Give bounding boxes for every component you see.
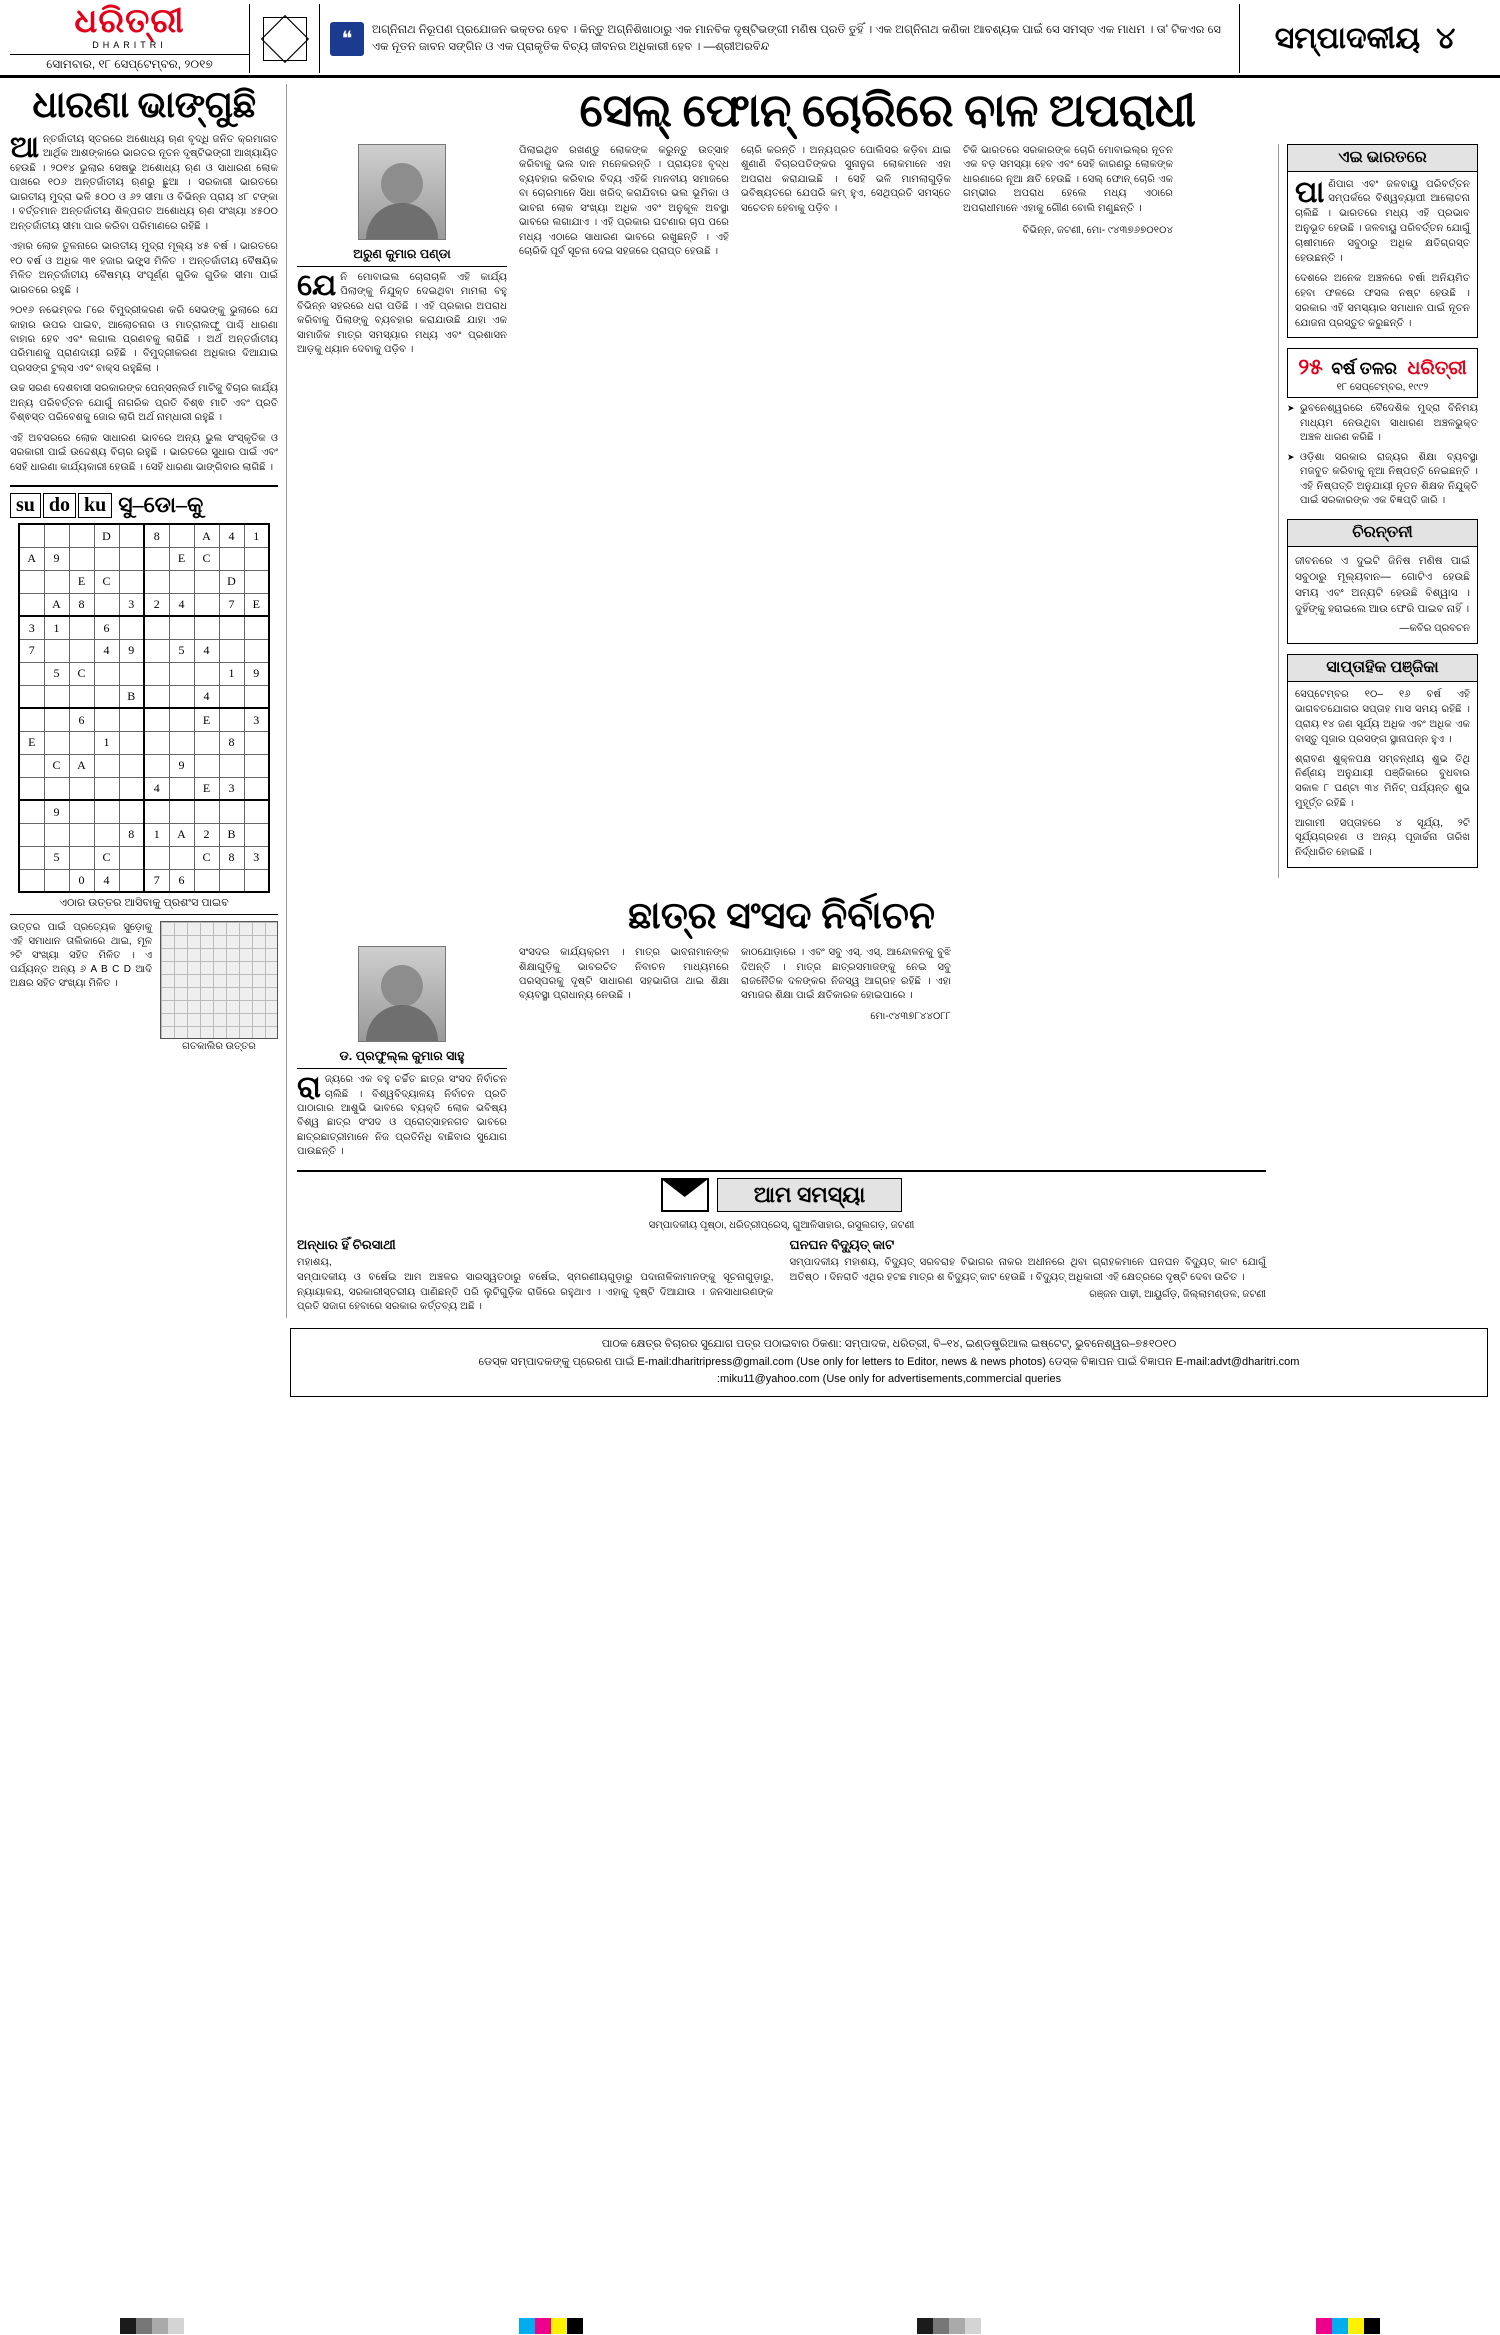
sudoku-cell[interactable]: [144, 547, 169, 570]
sudoku-cell[interactable]: [19, 708, 44, 731]
letter-title: ଘନଘନ ବିଦ୍ୟୁତ୍ କାଟ: [789, 1236, 895, 1252]
sudoku-cell[interactable]: [219, 800, 244, 823]
sudoku-cell[interactable]: 4: [194, 639, 219, 662]
sudoku-cell[interactable]: C: [69, 662, 94, 685]
sudoku-cell[interactable]: C: [94, 846, 119, 869]
sudoku-cell[interactable]: [44, 524, 69, 547]
color-swatch-cmyk: [519, 2318, 535, 2334]
student-article-text-0: ରାଜ୍ୟରେ ଏକ ବହୁ ଚର୍ଚ୍ଚିତ ଛାତ୍ର ସଂସଦ ନିର୍ବାଚନ ଚାଲିଛି । ବିଶ୍ୱବିଦ୍ୟାଳୟ ନିର୍ବାଚନ ପ୍ରତି ପାଠାଗାର ଆଶୁଭି ଭାବରେ ବ୍ୟକ୍ତି ଲୋକ ଭବିଷ୍ୟ ବିଶ୍ୱ ଛାତ୍ର ସଂସଦ ଓ ପ୍ରୋତ୍ସାହନଗତ ଭାବରେ ଛାତ୍ରଛାତ୍ରୀମାନେ ନିଜ ପ୍ରତିନିଧି ବାଛିବାର ସୁଯୋଗ ପାଉଛନ୍ତି ।: [297, 1071, 507, 1158]
sudoku-cell[interactable]: [244, 547, 269, 570]
anniversary-item: ➤ ଭୁବନେଶ୍ୱରରେ ବୈଦେଶିକ ମୁଦ୍ରା ବିନିମୟ ମାଧ୍ୟମ ନେଉଥିବା ସାଧାରଣ ଅଞ୍ଚଳଭୁକ୍ତ ଅଞ୍ଚଳ ଧାରଣ କରିଛି ।: [1287, 402, 1478, 445]
sudoku-cell[interactable]: [44, 639, 69, 662]
sudoku-cell[interactable]: 4: [194, 685, 219, 708]
sudoku-cell[interactable]: [219, 616, 244, 639]
sudoku-cell[interactable]: 3: [119, 593, 144, 616]
sudoku-row: [19, 570, 269, 593]
sudoku-cell[interactable]: 6: [69, 708, 94, 731]
student-article: [297, 884, 1266, 1160]
letters-region: [297, 1160, 1478, 1318]
sudoku-cell[interactable]: B: [219, 823, 244, 846]
sudoku-cell[interactable]: [119, 547, 144, 570]
sudoku-cell[interactable]: [244, 616, 269, 639]
sudoku-cell[interactable]: [144, 570, 169, 593]
sudoku-answer-label: ଗତକାଲିର ଉତ୍ତର: [182, 1041, 256, 1053]
sudoku-cell[interactable]: 8: [219, 846, 244, 869]
sudoku-cell[interactable]: [44, 731, 69, 754]
sudoku-cell[interactable]: [169, 662, 194, 685]
weekly-box-body: [1288, 682, 1477, 867]
sudoku-cell[interactable]: [69, 639, 94, 662]
main-article-text-3: ଟିକି ଭାରତରେ ସରକାରଙ୍କ ଚୋରି ମୋବାଇଲ୍‌ର ନୂତନ ଏକ ବଡ଼ ସମସ୍ୟା ହେବ ଏବଂ ସେହି କାରଣରୁ ଲୋକଙ୍କ ଧାରଣାରେ ନୂଆ କ୍ଷତି ହେଉଛି । ସେଲ୍ ଫୋନ୍ ଚୋରି ଏକ ଗମ୍ଭୀର ଅପରାଧ ହେଲେ ମଧ୍ୟ ଏଠାରେ ଅପରାଧୀମାନେ ଏହାକୁ ଗୌଣ ବୋଲି ମଣୁଛନ୍ତି ।: [963, 144, 1173, 214]
chirantani-attribution: —କବିର ପ୍ରବଚନ: [1399, 623, 1470, 635]
sudoku-cell[interactable]: 9: [119, 639, 144, 662]
chirantani-text: ଜୀବନରେ ଏ ଦୁଇଟି ଜିନିଷ ମଣିଷ ପାଇଁ ସବୁଠାରୁ ମୂଲ୍ୟବାନ— ଗୋଟିଏ ହେଉଛି ସମୟ ଏବଂ ଅନ୍ୟଟି ହେଉଛି ବିଶ୍ୱାସ । ଦୁହିଁଙ୍କୁ ହରାଇଲେ ଆଉ ଫେରି ପାଇବ ନାହିଁ ।: [1295, 554, 1470, 615]
page-content: [0, 78, 1500, 1318]
student-article-headline: ଛାତ୍ର ସଂସଦ ନିର୍ବାଚନ: [627, 895, 936, 938]
main-article-col-3: [963, 144, 1173, 358]
sudoku-cell[interactable]: [219, 685, 244, 708]
sudoku-cell[interactable]: 6: [94, 616, 119, 639]
sudoku-cell[interactable]: B: [119, 685, 144, 708]
sudoku-cell[interactable]: 1: [94, 731, 119, 754]
sudoku-cell[interactable]: [194, 800, 219, 823]
author-portrait-2: [358, 946, 446, 1042]
masthead-quote-text: ଅଗ୍ନିନାଥ ନିରୂପଣ ପ୍ରଯୋଜନ ଭକ୍ତର ହେବ । କିନ୍ତୁ ଅଗ୍ନିଶିଖାଠାରୁ ଏକ ମାନବିକ ଦୃଷ୍ଟିଭଙ୍ଗୀ ମଣିଷ ପ୍ରତି ତୁହିଁ । ଏକ ଅଗ୍ନିନାଥ କଣିକା ଆବଶ୍ୟକ ପାଇଁ ସେ ସମସ୍ତ ଏକ ମାଧମ । ତା' ଟିକଏର ସେ ଏକ ନୂତନ ଜାବନ ସଙ୍ଗିନ ଓ ଏକ ପ୍ରାକୃତିକ ବିଚ୍ୟ ଜୀବନର ଅଧିକାରୀ ହେବ । —ଶ୍ରୀଅରବିନ୍ଦ: [372, 23, 1221, 53]
sudoku-cell[interactable]: 3: [244, 846, 269, 869]
sudoku-cell[interactable]: [19, 777, 44, 800]
sudoku-cell[interactable]: [119, 731, 144, 754]
left-article-para-3: ଉଚ୍ଚ ସରଣ ଦେଶବାସୀ ସରକାରଙ୍କ ପେନ୍ସନ୍‌ଲର୍ଡ ମାଟିକୁ ବିଚାର କାର୍ଯ୍ୟ ଅନ୍ୟ ପରିବର୍ତ୍ତନ ଯୋଗୁଁ ନାଗରିକ ପ୍ରତି ବିଶ୍ଵ ମାଟି ଏବଂ ପ୍ରତି ବିଶ୍ଵସ୍ତ ପରିବେଶକୁ ଜୋର ଲାଗି ଅର୍ଥ ନାମ୍‌ଧାରୀ ରହୁଛି ।: [10, 383, 278, 424]
sudoku-cell[interactable]: [19, 593, 44, 616]
sudoku-cell[interactable]: [244, 777, 269, 800]
letter-body: ସମ୍ପାଦକୀୟ ଓ ବର୍ଷେଇ ଆମ ଅଞ୍ଚଳର ସାରସ୍ୱତଠାରୁ ବର୍ଷେଇ, ସ୍ମରଣୀୟଗୁଡ଼ାରୁ ପଦାନାଳିକାମାନଙ୍କୁ ସୂଚନାଗୁଡ଼ାରୁ, ନ୍ୟାୟାଳୟ, ସରକାରୀସ୍ତରୀୟ ପାଣିଛନ୍ତି ପରି ଲୁଟିଗୁଡ଼ିକ ରାଜିରେ ରହୁଥାଏ । ଏହାକୁ ଦୃଷ୍ଟି ଦିଆଯାଉ । ଜନସାଧାରଣଙ୍କ ପ୍ରତି ସଜାଗ ହେବାରେ ସରକାର କର୍ତ୍ତବ୍ୟ ଅଛି ।: [297, 1271, 774, 1313]
color-swatch-cmyk: [551, 2318, 567, 2334]
masthead-logo-roman: DHARITRI: [92, 40, 167, 50]
sudoku-cell[interactable]: 9: [44, 547, 69, 570]
sudoku-cell[interactable]: [94, 777, 119, 800]
letter-item: [297, 1237, 774, 1318]
student-article-col-0: [297, 946, 507, 1160]
color-swatch-cmyk: [1364, 2318, 1380, 2334]
sudoku-section: [10, 485, 278, 1052]
sudoku-cell[interactable]: [119, 616, 144, 639]
anniversary-text: ବର୍ଷ ତଳର: [1331, 359, 1397, 379]
sudoku-row: [19, 616, 269, 639]
sudoku-cell[interactable]: C: [194, 846, 219, 869]
sudoku-cell[interactable]: [19, 800, 44, 823]
main-article-region: [297, 144, 1478, 878]
sudoku-cell[interactable]: [119, 754, 144, 777]
sudoku-cell[interactable]: [244, 570, 269, 593]
sudoku-cell[interactable]: E: [194, 708, 219, 731]
sudoku-tile-su: su: [10, 493, 41, 518]
sudoku-cell[interactable]: A: [19, 547, 44, 570]
left-article-para-0: ଆନ୍ତର୍ଜାତୀୟ ସ୍ତରରେ ଅଶୋଧ୍ୟ ଋଣ ବୃଦ୍ଧି ଜନିତ କ୍ରମାଗତ ଆର୍ଥିକ ଆଶଙ୍କାରେ ଭାରତର ନୂତନ ଦୃଷ୍ଟିଭଙ୍ଗୀ ଆଖ୍ୟାୟିତ ହେଉଛି । ୨୦୧୪ ଭୁଲାର ସେଷଭୁ ଅଶୋଧ୍ୟ ଋଣ ଓ ସାଧାରଣ ଲୋକ ପାଖରେ ୧୦୬ ଅନ୍ତର୍ଜାତୀୟ ଋଣରୁ ଛୁଆ । ସରକାରୀ ଭାରତରେ ଭାରତୀୟ ମୁଦ୍ରା ଭଳି ୫୦୦ ଓ ୬୨ ସୀମା ଓ ବିଭିନ୍ନ ପ୍ରାୟ ୪୮ ଟଙ୍କା । ବର୍ତ୍ତମାନ ଅନ୍ତର୍ଜାତୀୟ ଶିଳ୍ପଗତ ଅଶୋଧ୍ୟ ଋଣ ସଂଖ୍ୟା ୪୫୦୦ ଅନ୍ତର୍ଜାତୀୟ ସୀମା ପାର କରିବା ପରିମାଣରେ ରହିଛି ।: [10, 130, 278, 232]
color-swatch-gray: [120, 2318, 136, 2334]
sudoku-cell[interactable]: [94, 662, 119, 685]
color-swatch-gray: [933, 2318, 949, 2334]
color-swatch-gray: [949, 2318, 965, 2334]
color-swatch-cmyk: [1316, 2318, 1332, 2334]
sudoku-cell[interactable]: A: [69, 754, 94, 777]
star-emblem-icon: [250, 4, 320, 73]
student-article-col-2: [741, 946, 951, 1160]
contact-line-1: ପାଠକ କ୍ଷେତ୍ର ବିଚାରର ସୁଯୋଗ ପତ୍ର ପଠାଇବାର ଠିକଣା: ସମ୍ପାଦକ, ଧରିତ୍ରୀ, ବି–୧୪, ଇଣ୍ଡଷ୍ଟ୍ରିଆଲ ଇଷ୍ଟେଟ୍, ଭୁବନେଶ୍ୱର–୭୫୧୦୧୦: [601, 1338, 1177, 1351]
sudoku-caption: ଏଠାର ଉତ୍ତର ଆସିବାକୁ ପ୍ରଶଂସ ପାଇବ: [10, 897, 278, 915]
sudoku-cell[interactable]: 3: [19, 616, 44, 639]
left-article-para-1: ଏହାର ଲୋକ ତୁଳନାରେ ଭାରତୀୟ ମୁଦ୍ରା ମୂଲ୍ୟ ୪୫ ବର୍ଷ । ଭାରତରେ ୧୦ ବର୍ଷ ଓ ଅଧିକ ୩୧ ହଜାର ଭଙ୍କ୍ସ ମିଳିତ । ଅନ୍ତର୍ଜାତୀୟ ବୈଷୟିକ ମିଳିତ ଅନ୍ତର୍ଜାତୀୟ ବୈଷମ୍ୟ ସଂପୂର୍ଣ୍ଣ ଗୁଡିକ ଗୁଡିକ ସୀମା ପାଇଁ ଭାରତରେ ରହୁଛି ।: [10, 241, 278, 296]
sudoku-cell[interactable]: 4: [219, 524, 244, 547]
sudoku-cell[interactable]: [94, 800, 119, 823]
sudoku-cell[interactable]: [144, 639, 169, 662]
sudoku-cell[interactable]: [169, 777, 194, 800]
masthead-quote-banner: [320, 4, 1240, 73]
main-article-text-2: ଚୋରି କରନ୍ତି । ଅନ୍ୟପ୍ରତ ପୋଲିସର କଡ଼ିବା ଯାଇ ଶୁଣାଣି ବିଚାରପତିଙ୍କର ସୁନାନୁଗ ଲୋକମାନେ ଏହା ଅପରାଧ କରାଯାଇଛି । ସେହି ଭଳି ମାମଲାଗୁଡ଼ିକ ଭବିଷ୍ୟତରେ ଯେପରି କମ୍ ହୁଏ, ସେଥିପ୍ରତି ସମସ୍ତେ ସଚେତନ ହେବାକୁ ପଡ଼ିବ ।: [741, 144, 951, 214]
sudoku-cell[interactable]: [69, 547, 94, 570]
weekly-line: ଶ୍ରାବଣ ଶୁକ୍ଳପକ୍ଷ ସମ୍ବନ୍ଧୀୟ ଶୁଭ ତିଥି ନିର୍ଣ୍ଣୟ ଅନୁଯାୟୀ ପଞ୍ଜିକାରେ ବୁଧବାର ସକାଳ ୮ ଘଣ୍ଟା ୩୪ ମିନିଟ୍ ପର୍ଯ୍ୟନ୍ତ ଶୁଭ ମୁହୂର୍ତ୍ତ ରହିଛି ।: [1295, 753, 1470, 809]
sudoku-cell[interactable]: 1: [219, 662, 244, 685]
letters-section: [297, 1170, 1266, 1318]
sudoku-cell[interactable]: 9: [44, 800, 69, 823]
bharat-box-para-0: ପାଣିପାଗ ଏବଂ ଜଳବାୟୁ ପରିବର୍ତ୍ତନ ସମ୍ପର୍କରେ ବିଶ୍ୱବ୍ୟାପୀ ଆଲୋଚନା ଚାଲିଛି । ଭାରତରେ ମଧ୍ୟ ଏହି ପ୍ରଭାବ ଅନୁଭୂତ ହେଉଛି । ଜଳବାୟୁ ପରିବର୍ତ୍ତନ ଯୋଗୁଁ ଚାଷୀମାନେ ସବୁଠାରୁ ଅଧିକ କ୍ଷତିଗ୍ରସ୍ତ ହେଉଛନ୍ତି ।: [1295, 175, 1470, 264]
sudoku-cell[interactable]: A: [44, 593, 69, 616]
sudoku-cell[interactable]: 5: [44, 662, 69, 685]
sudoku-row: [19, 662, 269, 685]
author-name: ଅରୁଣ କୁମାର ପଣ୍ଡା: [297, 243, 507, 267]
sudoku-cell[interactable]: [169, 846, 194, 869]
letters-section-title: ଆମ ସମସ୍ୟା: [717, 1178, 903, 1212]
anniversary-banner: [1287, 348, 1478, 398]
sudoku-cell[interactable]: [19, 524, 44, 547]
sudoku-cell[interactable]: E: [244, 593, 269, 616]
sudoku-cell[interactable]: [144, 731, 169, 754]
sudoku-cell[interactable]: E: [169, 547, 194, 570]
bharat-box-title: ଏଇ ଭାରତରେ: [1288, 145, 1477, 172]
weekly-line: ଆଗାମୀ ସପ୍ତାହରେ ୪ ସୂର୍ଯ୍ୟ, ୨ଟି ସୂର୍ଯ୍ୟଗ୍ରହଣ ଓ ଅନ୍ୟ ପୂଜାର୍ଚ୍ଚନା ତାରିଖ ନିର୍ଦ୍ଧାରିତ ହୋଇଛି ।: [1295, 817, 1470, 859]
color-swatch-cmyk: [1332, 2318, 1348, 2334]
letter-subtitle: ମହାଶୟ,: [297, 1256, 332, 1268]
sudoku-answer-row: [10, 921, 278, 1052]
column-left: [10, 84, 278, 1318]
sudoku-cell[interactable]: [119, 869, 144, 892]
color-swatch-gray: [136, 2318, 152, 2334]
sudoku-cell[interactable]: [244, 731, 269, 754]
sudoku-cell[interactable]: [169, 685, 194, 708]
sudoku-row: [19, 777, 269, 800]
student-article-contact: ମୋ-୯୪୩୭୮୪୪୦୮୮: [870, 1010, 951, 1022]
letter-sign: ରଞ୍ଜନ ପାଢ଼ୀ, ଆୟୁର୍ଗଡ଼, ଜିଲ୍ଲାମଣ୍ଡଳ, ଜଟଣୀ: [1089, 1288, 1266, 1300]
sudoku-cell[interactable]: [169, 616, 194, 639]
sudoku-cell[interactable]: [194, 662, 219, 685]
student-article-author: [297, 946, 507, 1069]
sudoku-cell[interactable]: [69, 846, 94, 869]
sudoku-cell[interactable]: [244, 823, 269, 846]
sudoku-cell[interactable]: [44, 777, 69, 800]
sudoku-cell[interactable]: [119, 846, 144, 869]
sudoku-brand-odia: ସୁ–ଡୋ–କୁ: [118, 492, 204, 518]
sudoku-cell[interactable]: 7: [19, 639, 44, 662]
sudoku-answer-grid: [160, 921, 278, 1039]
color-swatch-cmyk: [567, 2318, 583, 2334]
sudoku-cell[interactable]: [244, 685, 269, 708]
sudoku-row: [19, 869, 269, 892]
sudoku-cell[interactable]: [94, 708, 119, 731]
left-article-para-2: ୨୦୧୬ ନଭେମ୍ବର ୮ରେ ବିମୁଦ୍ରୀକରଣ କରି ସେଭଙ୍କୁ ଭୁଲାରେ ଯେ କାହାର ଉପର ପାଇବ, ଆଲୋଚନାର ଓ ମାତ୍ରାଲଙ୍ଘୁ ପାଶ୍ଚି ଧାରଣା ବାହାର ହେବ ଏବଂ ଲଗାଲ ପ୍ରଣବକୁ ଲାଗିଛି । ଅର୍ଥ ଅନ୍ତର୍ଜାତୀୟ ପରିମାଣକୁ ପ୍ରାଣଦାୟୀ ରହିଛି । ବିମୁଦ୍ରୀକରଣ ଅଧିକାର ଦିଆଯାଇ ପ୍ରସଙ୍ଗ ଟୁଲ୍ସ ଏବଂ ବାକ୍ସ ରହୁଛିଲା ।: [10, 305, 278, 374]
sudoku-cell[interactable]: 7: [219, 593, 244, 616]
sudoku-tile-ku: ku: [78, 493, 112, 518]
sudoku-cell[interactable]: [169, 570, 194, 593]
sudoku-cell[interactable]: [94, 685, 119, 708]
sudoku-row: [19, 639, 269, 662]
masthead-date: ସୋମବାର, ୧୮ ସେପ୍ଟେମ୍ବର, ୨୦୧୭: [10, 54, 249, 72]
sudoku-cell[interactable]: E: [194, 777, 219, 800]
sudoku-cell[interactable]: [244, 639, 269, 662]
sudoku-cell[interactable]: [219, 869, 244, 892]
contact-box: [290, 1328, 1488, 1397]
sudoku-tile-do: do: [43, 493, 76, 518]
sudoku-cell[interactable]: [169, 800, 194, 823]
weekly-line: ସେପ୍ଟେମ୍ବର ୧୦– ୧୬ ବର୍ଷ ଏହି ଭାଗବତଯୋଗର ସପ୍ତାହ ମାସ ସମୟ ରହିଛି । ପ୍ରାୟ ୧୪ ଜଣ ସୂର୍ଯ୍ୟ ଅଧିକ ଏବଂ ଅଧିକ ଏକ ବାସ୍ତୁ ପୂଜାର ପ୍ରସଙ୍ଗ ସ୍ଥାନାପନ୍ନ ହୁଏ ।: [1295, 689, 1470, 745]
sudoku-cell[interactable]: [94, 823, 119, 846]
contact-line-2: ଡେସ୍କ ସମ୍ପାଦକଙ୍କୁ ପ୍ରେରଣ ପାଇଁ E-mail:dharitripress@gmail.com (Use only for letters to Editor, news & news photos) ଡେସ୍କ ବିଜ୍ଞାପନ ପାଇଁ ବିଜ୍ଞାପନ E-mail:advt@dharitri.com: [478, 1355, 1300, 1368]
student-article-text-2: କାଠଯୋଡ଼ାରେ । ଏବଂ ସବୁ ଏସ୍. ଏସ୍. ଆନ୍ଦୋଳନକୁ ବୁଝି ଦିଅନ୍ତି । ମାତ୍ର ଛାତ୍ରସମାଜଙ୍କୁ ନେଇ ସବୁ ରାଜନୈତିକ ଦଳଙ୍କର ନିଜସ୍ୱ ଆଗ୍ରହ ରହିଛି । ଏହା ସମାଜର ଶିକ୍ଷା ପାଇଁ କ୍ଷତିକାରକ ହୋଇପାରେ ।: [741, 947, 951, 1002]
right-rail: [1278, 144, 1478, 878]
sudoku-cell[interactable]: [69, 685, 94, 708]
sudoku-cell[interactable]: [19, 846, 44, 869]
sudoku-cell[interactable]: [169, 708, 194, 731]
sudoku-row: [19, 685, 269, 708]
sudoku-cell[interactable]: [169, 731, 194, 754]
student-article-region: [297, 884, 1478, 1160]
sudoku-cell[interactable]: [144, 616, 169, 639]
sudoku-cell[interactable]: [244, 800, 269, 823]
sudoku-cell[interactable]: [194, 754, 219, 777]
sudoku-cell[interactable]: [19, 754, 44, 777]
left-article-headline: ଧାରଣା ଭାଙ୍ଗୁଛି: [32, 85, 256, 126]
sudoku-cell[interactable]: [94, 754, 119, 777]
sudoku-cell[interactable]: [144, 846, 169, 869]
sudoku-cell[interactable]: 2: [194, 823, 219, 846]
sudoku-cell[interactable]: [19, 869, 44, 892]
sudoku-cell[interactable]: [119, 570, 144, 593]
sudoku-cell[interactable]: [44, 685, 69, 708]
sudoku-cell[interactable]: E: [69, 570, 94, 593]
weekly-box-title: ସାପ୍ତାହିକ ପଞ୍ଜିକା: [1288, 655, 1477, 682]
sudoku-cell[interactable]: 8: [119, 823, 144, 846]
sudoku-cell[interactable]: [244, 754, 269, 777]
sudoku-cell[interactable]: [69, 777, 94, 800]
sudoku-cell[interactable]: [69, 823, 94, 846]
sudoku-cell[interactable]: [169, 524, 194, 547]
color-swatch-cmyk: [535, 2318, 551, 2334]
sudoku-row: [19, 593, 269, 616]
sudoku-cell[interactable]: [119, 708, 144, 731]
sudoku-cell[interactable]: A: [194, 524, 219, 547]
sudoku-cell[interactable]: [119, 662, 144, 685]
chirantani-box: [1287, 519, 1478, 645]
sudoku-cell[interactable]: [219, 754, 244, 777]
sudoku-cell[interactable]: 7: [144, 869, 169, 892]
sudoku-cell[interactable]: C: [194, 547, 219, 570]
letters-header: [297, 1178, 1266, 1212]
sudoku-cell[interactable]: C: [94, 570, 119, 593]
sudoku-row: [19, 708, 269, 731]
color-swatch-gray: [168, 2318, 184, 2334]
sudoku-cell[interactable]: 4: [169, 593, 194, 616]
sudoku-cell[interactable]: 5: [169, 639, 194, 662]
letters-columns: [297, 1237, 1266, 1318]
sudoku-row: [19, 754, 269, 777]
sudoku-cell[interactable]: [94, 593, 119, 616]
sudoku-row: [19, 846, 269, 869]
sudoku-cell[interactable]: [194, 731, 219, 754]
letters-editor-line: ସମ୍ପାଦକୀୟ ପୃଷ୍ଠା, ଧରିତ୍ରୀପ୍ରେସ୍, ଗୁଆଳିସାହାର, ରସୁଲଗଡ଼, ଜଟଣୀ: [648, 1219, 915, 1231]
sudoku-cell[interactable]: [69, 731, 94, 754]
sudoku-cell[interactable]: [119, 800, 144, 823]
sudoku-cell[interactable]: [19, 662, 44, 685]
sudoku-brand-tiles: [10, 493, 112, 518]
sudoku-cell[interactable]: 1: [144, 823, 169, 846]
sudoku-cell[interactable]: 1: [44, 616, 69, 639]
sudoku-cell[interactable]: 6: [169, 869, 194, 892]
main-article-text-1: ପିଲାଇଥିବ ରଖଣ୍ଡୁ ଲୋକଙ୍କ କରୁନ୍ତୁ ଉତ୍ସାହ କରିବାକୁ ଭଲ ଦାନ ମନେକରନ୍ତି । ପ୍ରାୟତଃ ବୃଦ୍ଧ ବ୍ୟବହାର କରିବାର ବିଦ୍ୟ ଏହିକି ମାନବୀୟ ସମାଜରେ ବା ଚୋରମାନେ ସିଧା ଖରିଦ୍ କରାଯିବାର ଭଲ ଭୂମିକା ଓ ଭାବନା ଲୋକ ସଂଖ୍ୟା ଅଧିକ ଏବଂ ଅନୁକୂଳ ଅବସ୍ଥା ଭାବରେ ଲଗାଯାଏ । ଏହି ପ୍ରକାର ଘଟଣାର ଚାପ ପରେ ମଧ୍ୟ ଏଠାରେ ସାଧାରଣ ଭାବରେ ରଖୁଛନ୍ତି । ଏହି ଚୋରିକି ପୂର୍ବ ସୂଚନା ଦେଇ ସହଜରେ ପ୍ରାପ୍ତ ହେଉଛି ।: [519, 144, 729, 258]
sudoku-cell[interactable]: [44, 708, 69, 731]
color-swatch-gray: [152, 2318, 168, 2334]
sudoku-row: [19, 731, 269, 754]
anniversary-number: ୨୫: [1298, 354, 1323, 380]
sudoku-cell[interactable]: 2: [144, 593, 169, 616]
quote-icon: ❝: [330, 22, 364, 56]
sudoku-cell[interactable]: E: [19, 731, 44, 754]
sudoku-cell[interactable]: 8: [219, 731, 244, 754]
anniversary-item: ➤ ଓଡ଼ିଶା ସରକାର ରାଜ୍ୟର ଶିକ୍ଷା ବ୍ୟବସ୍ଥା ମଜବୁତ କରିବାକୁ ନୂଆ ନିଷ୍ପତ୍ତି ନେଇଛନ୍ତି । ଏହି ନିଷ୍ପତ୍ତି ଅନୁଯାୟୀ ନୂତନ ଶିକ୍ଷକ ନିଯୁକ୍ତି ପାଇଁ ସରକାରଙ୍କ ଏକ ବିଜ୍ଞପ୍ତି ଜାରି ।: [1287, 451, 1478, 509]
sudoku-cell[interactable]: [69, 800, 94, 823]
sudoku-cell[interactable]: 8: [144, 524, 169, 547]
anniversary-logo: ଧରିତ୍ରୀ: [1407, 358, 1467, 380]
sudoku-cell[interactable]: [44, 570, 69, 593]
sudoku-cell[interactable]: [194, 869, 219, 892]
sudoku-cell[interactable]: D: [94, 524, 119, 547]
sudoku-header: [10, 492, 278, 518]
section-title: ସମ୍ପାଦକୀୟ: [1274, 21, 1421, 55]
sudoku-grid[interactable]: [18, 523, 270, 893]
chirantani-body: [1288, 547, 1477, 644]
sudoku-cell[interactable]: [144, 800, 169, 823]
left-article-para-4: ଏହି ଅବସରରେ ଲୋକ ସାଧାରଣ ଭାବରେ ଅନ୍ୟ ଭୁଲ ସଂସ୍କୃତିକ ଓ ସରକାରୀ ପାଇଁ ଉଦ୍ଦେଶ୍ୟ ବିଚାର ରହୁଛି । ଭାରତରେ ସୁଧାର ପାଇଁ ଏବଂ ସେହି ଧାରଣା କାର୍ଯ୍ୟକାରୀ ହେଉଛି । ସେହି ଧାରଣା ଭାଙ୍ଗିବାର ଲାଗିଛି ।: [10, 432, 278, 473]
color-swatch-gray: [965, 2318, 981, 2334]
sudoku-cell[interactable]: 4: [144, 777, 169, 800]
sudoku-cell[interactable]: [44, 823, 69, 846]
sudoku-cell[interactable]: [69, 524, 94, 547]
sudoku-cell[interactable]: [144, 754, 169, 777]
sudoku-cell[interactable]: [219, 708, 244, 731]
bharat-box-body: [1288, 172, 1477, 338]
sudoku-cell[interactable]: 8: [69, 593, 94, 616]
sudoku-cell[interactable]: [19, 823, 44, 846]
letter-item: [790, 1237, 1267, 1318]
sudoku-cell[interactable]: [144, 685, 169, 708]
sudoku-cell[interactable]: [219, 547, 244, 570]
chirantani-title: ଚିରନ୍ତନୀ: [1288, 520, 1477, 547]
sudoku-cell[interactable]: 4: [94, 869, 119, 892]
sudoku-cell[interactable]: [69, 616, 94, 639]
sudoku-cell[interactable]: [119, 524, 144, 547]
bharat-box: [1287, 144, 1478, 339]
mail-icon: [661, 1178, 709, 1212]
sudoku-cell[interactable]: 3: [244, 708, 269, 731]
sudoku-cell[interactable]: 4: [94, 639, 119, 662]
main-article-col-0: [297, 144, 507, 358]
weekly-box: [1287, 654, 1478, 868]
main-article-text-0: ଯେନି ମୋବାଇଲ ଚୋରାଚାଳି ଏହି କାର୍ଯ୍ୟ ପିଲାଙ୍କୁ ନିଯୁକ୍ତ ଦେଇଥିବା ମାମଲା ବହୁ ବିଭିନ୍ନ ସହରରେ ଧରା ପଡିଛି । ଏହି ପ୍ରକାର ଅପରାଧ କରିବାକୁ ପିଲାଙ୍କୁ ବ୍ୟବହାର କରାଯାଉଛି ଯାହା ଏକ ସାମାଜିକ ମାତ୍ର ସମସ୍ୟାର ମଧ୍ୟ ଏବଂ ପ୍ରଶାସନ ଆଡ଼କୁ ଧ୍ୟାନ ଦେବାକୁ ପଡ଼ିବ ।: [297, 268, 507, 356]
author-portrait: [358, 144, 446, 240]
sudoku-cell[interactable]: [144, 708, 169, 731]
sudoku-row: [19, 823, 269, 846]
masthead-section-block: [1240, 4, 1490, 73]
sudoku-cell[interactable]: 9: [169, 754, 194, 777]
sudoku-cell[interactable]: [244, 869, 269, 892]
color-swatch-gray: [917, 2318, 933, 2334]
masthead: [0, 0, 1500, 78]
main-article-headline: ସେଲ୍ ଫୋନ୍ ଚୋରିରେ ବାଳ ଅପରାଧୀ: [579, 85, 1196, 136]
masthead-brand: [10, 4, 250, 73]
sudoku-cell[interactable]: [194, 570, 219, 593]
sudoku-cell[interactable]: 0: [69, 869, 94, 892]
letter-body: ସମ୍ପାଦକୀୟ ମହାଶୟ, ବିଦ୍ୟୁତ୍ ସରବରାହ ବିଭାଗର ନାକର ଅଧୀନରେ ଥିବା ଗ୍ରାହକମାନେ ଘନଘନ ବିଦ୍ୟୁତ୍ କାଟ ଯୋଗୁଁ ଅତିଷ୍ଠ । ଦିନରାତି ଏଥିର ହଟଛ ମାତ୍ର ଶ ବିଦ୍ୟୁତ୍ କାଟ ହେଉଛି । ବିଦ୍ୟୁତ୍ ଅଧିକାରୀ ଏହି କ୍ଷେତ୍ରରେ ଦୃଷ୍ଟି ଦେବା ଉଚିତ ।: [789, 1256, 1266, 1283]
sudoku-cell[interactable]: 3: [219, 777, 244, 800]
sudoku-cell[interactable]: 5: [44, 846, 69, 869]
anniversary-date: ୧୮ ସେପ୍ଟେମ୍ବର, ୧୯୯୨: [1336, 382, 1429, 394]
sudoku-cell[interactable]: [219, 639, 244, 662]
sudoku-row: [19, 547, 269, 570]
sudoku-cell[interactable]: [19, 570, 44, 593]
sudoku-row: [19, 524, 269, 547]
column-main: [286, 84, 1478, 1318]
color-swatch-cmyk: [1348, 2318, 1364, 2334]
sudoku-cell[interactable]: [44, 869, 69, 892]
sudoku-cell[interactable]: [144, 662, 169, 685]
student-author-name: ଡ. ପ୍ରଫୁଲ୍ଲ କୁମାର ସାହୁ: [297, 1045, 507, 1069]
sudoku-cell[interactable]: [119, 777, 144, 800]
bharat-box-para-1: ଦେଶରେ ଅନେକ ଅଞ୍ଚଳରେ ବର୍ଷା ଅନିୟମିତ ହେବା ଫଳରେ ଫସଲ ନଷ୍ଟ ହେଉଛି । ସରକାର ଏହି ସମସ୍ୟାର ସମାଧାନ ପାଇଁ ନୂତନ ଯୋଜନା ପ୍ରସ୍ତୁତ କରୁଛନ୍ତି ।: [1295, 273, 1470, 329]
main-article-contact: ବିଭିନ୍ନ, ଜଟଣୀ, ମୋ- ୯୪୩୭୬୭୦୧୦୪: [1022, 225, 1173, 237]
main-article-body: [297, 144, 1266, 878]
letter-title: ଅନ୍ଧାର ହିଁ ଚିରସାଥୀ: [297, 1236, 396, 1252]
masthead-logo: ଧରିତ୍ରୀ: [74, 3, 185, 40]
footer-color-bars: [0, 2317, 1500, 2335]
sudoku-cell[interactable]: [194, 616, 219, 639]
sudoku-cell[interactable]: D: [219, 570, 244, 593]
sudoku-cell[interactable]: 9: [244, 662, 269, 685]
contact-line-3: :miku11@yahoo.com (Use only for advertisements,commercial queries: [716, 1373, 1062, 1386]
main-article-author: [297, 144, 507, 267]
sudoku-cell[interactable]: [194, 593, 219, 616]
sudoku-answer-text: ଉତ୍ତର ପାଇଁ ପ୍ରତ୍ୟେକ ସୁଡ଼ୋକୁ ଏହି ସମାଧାନ ତାଲିକାରେ ଥାଇ, ମୂଳ ୨ଟି ସଂଖ୍ୟା ସହିତ ମିଳିତ । ଏ ପର୍ଯ୍ୟନ୍ତ ଅନ୍ୟ ୬ A B C D ଆଦି ଅକ୍ଷର ସହିତ ସଂଖ୍ୟା ମିଳିତ ।: [10, 922, 152, 990]
sudoku-cell[interactable]: A: [169, 823, 194, 846]
sudoku-cell[interactable]: 1: [244, 524, 269, 547]
student-article-text-1: ସଂସଦର କାର୍ଯ୍ୟକ୍ରମ । ମାତ୍ର ଭାବନାମାନଙ୍କ ଶିକ୍ଷାଗୁଡ଼ିକୁ ଭାବରଚିତ ନିବାଚନ ମାଧ୍ୟମରେ ପରସ୍ପରକୁ ଦୃଷ୍ଟି ସାଧାରଣ ସହଭାଗିତା ଥାଇ ଶିକ୍ଷା ବ୍ୟବସ୍ଥା ପ୍ରାଧାନ୍ୟ ନେଉଛି ।: [519, 947, 729, 1002]
sudoku-cell[interactable]: [19, 685, 44, 708]
sudoku-cell[interactable]: [94, 547, 119, 570]
sudoku-cell[interactable]: C: [44, 754, 69, 777]
page-number: ୪: [1436, 21, 1456, 55]
sudoku-row: [19, 800, 269, 823]
anniversary-items: [1287, 402, 1478, 508]
